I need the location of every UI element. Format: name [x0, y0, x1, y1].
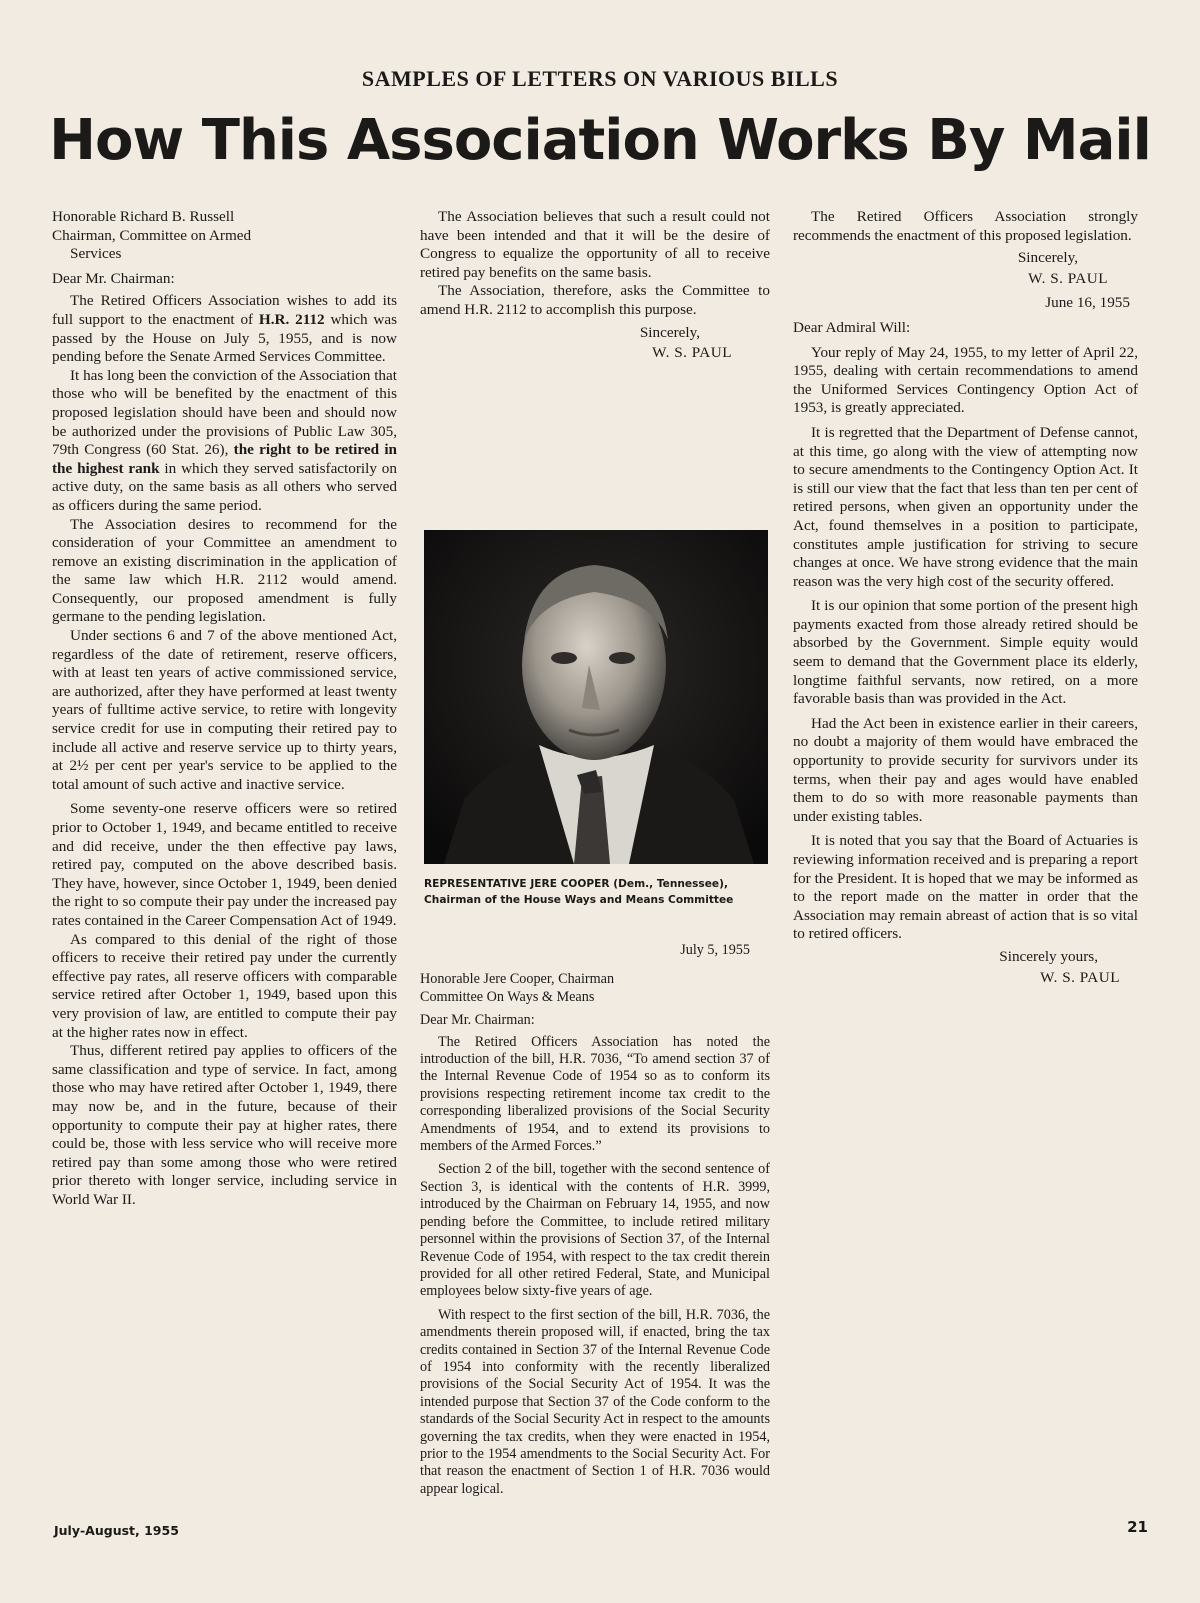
letter1-paragraph: The Association, therefore, asks the Committee to amend H.R. 2112 to accomplish this purpose.: [420, 282, 770, 318]
emphasis-text: the right to be retired in the highest rank: [52, 441, 397, 477]
page-number: 21: [1127, 1518, 1148, 1536]
letter1-address-name: Honorable Richard B. Russell: [52, 208, 235, 225]
column-3: [793, 208, 1138, 987]
letter1-paragraph: It has long been the conviction of the Association that those who will be benefited by the enactment of this proposed legislation should have been and should now be authorized under the provisions of Public Law 305, 79th Congress (60 Stat. 26), the right to be retired in the highest rank in which they served satisfactorily on active duty, on the same basis as all others who served as officers during the same period.: [52, 366, 397, 514]
letter1-paragraph: The Association desires to recommend for the consideration of your Committee an amendment to remove an existing discrimination in the application of the same law which H.R. 2112 would amend. Consequently, our proposed amendment is fully germane to the pending legislation.: [52, 515, 397, 626]
letter1-address-title: Chairman, Committee on Armed: [52, 226, 252, 244]
letter2-paragraph: The Retired Officers Association has noted the introduction of the bill, H.R. 7036, “To amend section 37 of the Internal Revenue Code of 1954 so as to conform its provisions respecting retirement income tax credit to the corresponding liberalized provisions of the Social Security Amendments of 1954, and to extend its provisions to members of the Armed Forces.”: [420, 1033, 770, 1155]
letter3-signature: W. S. PAUL: [1040, 968, 1120, 986]
letter1-paragraph: Under sections 6 and 7 of the above mentioned Act, regardless of the date of retirement, reserve officers, with at least ten years of active commissioned service, are authorized, after they have performed at least twenty years of fulltime active service, to retire with longevity service credit for use in computing their retired pay to include all active and reserve service up to thirty years, at 2½ per cent per year's service to be applied to the total amount of such active and inactive service.: [52, 627, 397, 793]
letter3-salutation: Dear Admiral Will:: [793, 318, 911, 336]
letter1-paragraph: As compared to this denial of the right of those officers to receive their retired pay under the currently effective pay rates, all reserve officers with comparable service retired after October 1, 1949, based upon this very provision of law, are entitled to compute their pay at the higher rates now in effect.: [52, 930, 397, 1041]
photo-caption-line2: Chairman of the House Ways and Means Committee: [424, 894, 734, 906]
letter1-salutation: Dear Mr. Chairman:: [52, 269, 175, 287]
letter2-paragraph: Section 2 of the bill, together with the second sentence of Section 3, is identical with the contents of H.R. 3999, introduced by the Chairman on February 14, 1955, and now pending before the Committee, to include retired military personnel within the provisions of Section 37, of the Internal Revenue Code of 1954, with respect to the tax credit therein provided for all other retired Federal, State, and Municipal employees below sixty-five years of age.: [420, 1161, 770, 1300]
letter2-salutation: Dear Mr. Chairman:: [420, 1012, 535, 1029]
letter1-paragraph: Some seventy-one reserve officers were so retired prior to October 1, 1949, and became entitled to receive and did receive, under the then effective pay laws, retired pay, computed on the above described basis. They have, however, since October 1, 1949, been denied the right to so compute their pay under the increased pay rates contained in the Career Compensation Act of 1949.: [52, 800, 397, 929]
letter1-paragraph: The Retired Officers Association wishes to add its full support to the enactment of H.R. 2112 which was passed by the House on July 5, 1955, and is now pending before the Senate Armed Services Committee.: [52, 292, 397, 366]
photo-caption: [424, 876, 774, 908]
letter1-paragraph: The Association believes that such a result could not have been intended and that it will be the desire of Congress to equalize the opportunity of all to receive retired pay benefits on the same basis.: [420, 208, 770, 281]
letter3-paragraph: It is noted that you say that the Board of Actuaries is reviewing information received and is preparing a report for the President. It is hoped that we may be informed as to the report made on the matter in order that the Association may remain abreast of action that is so vital to retired officers.: [793, 832, 1138, 943]
issue-date: July-August, 1955: [54, 1523, 179, 1538]
page-title: How This Association Works By Mail: [49, 108, 1151, 173]
letter3-closing: Sincerely yours,: [999, 947, 1098, 965]
letter2-address-name: Honorable Jere Cooper, Chairman: [420, 971, 615, 988]
letter2-paragraph: With respect to the first section of the bill, H.R. 7036, the amendments therein proposed will, if enacted, bring the tax credits contained in Section 37 of the Internal Revenue Code of 1954 into conformity with the recently liberalized provisions of the Social Security Act of 1954. It was the intended purpose that Section 37 of the Code conform to the standards of the Social Security Act in respect to the amounts governing the tax credits, when they were enacted in 1954, prior to the 1954 amendments to the Social Security Act. For that reason the enactment of Section 1 of H.R. 7036 would appear logical.: [420, 1306, 770, 1497]
letter2-address: [420, 971, 770, 1006]
column-1: [52, 208, 397, 1209]
letter1-closing: Sincerely,: [639, 323, 700, 341]
letter1-address: [52, 208, 397, 264]
column-2: [420, 208, 770, 363]
letter1-signature: W. S. PAUL: [652, 344, 732, 362]
letter2-address-title: Committee On Ways & Means: [420, 988, 595, 1005]
column-2-lower: [420, 936, 770, 1498]
letter3-paragraph: Had the Act been in existence earlier in their careers, no doubt a majority of them would have embraced the opportunity to provide security for survivors under its terms, when their pay and ages would have enabled them to do so with more reasonable payments than under existing tables.: [793, 714, 1138, 825]
letter3-date: June 16, 1955: [1045, 294, 1130, 312]
letter2-closing: Sincerely,: [1017, 249, 1078, 267]
bill-reference: H.R. 2112: [258, 310, 325, 328]
letter2-signature: W. S. PAUL: [1028, 269, 1108, 287]
section-kicker: SAMPLES OF LETTERS ON VARIOUS BILLS: [361, 66, 839, 91]
letter1-address-title2: Services: [70, 245, 122, 263]
letter3-paragraph: Your reply of May 24, 1955, to my letter of April 22, 1955, dealing with certain recommendations to amend the Uniformed Services Contingency Option Act of 1953, is greatly appreciated.: [793, 343, 1138, 417]
letter3-paragraph: It is our opinion that some portion of the present high payments exacted from those already retired should be absorbed by the Government. Simple equity would seem to demand that the Government place its elderly, longtime faithful servants, now retired, on a more favorable basis than was provided in the Act.: [793, 597, 1138, 708]
letter2-date: July 5, 1955: [680, 942, 750, 958]
letter2-paragraph: The Retired Officers Association strongly recommends the enactment of this proposed legislation.: [793, 208, 1138, 244]
photo-caption-line1: REPRESENTATIVE JERE COOPER (Dem., Tennessee),: [424, 878, 728, 890]
letter3-paragraph: It is regretted that the Department of Defense cannot, at this time, go along with the view of attempting now to secure amendments to the Contingency Option Act. It is still our view that the fact that less than ten per cent of retired persons, when given an opportunity under the Act, found themselves in a position to participate, constitutes ample justification for striving to secure changes at once. We have strong evidence that the main reason was the very high cost of the security offered.: [793, 423, 1138, 590]
portrait-photo: [424, 530, 768, 864]
letter1-paragraph: Thus, different retired pay applies to officers of the same classification and type of service. In fact, among those who may have retired after October 1, 1949, there may now be, and in the future, because of their opportunity to compute their pay at higher rates, there could be, those with less service who will receive more retired pay than some among those who were retired prior thereto with longer service, including service in World War II.: [52, 1042, 397, 1208]
